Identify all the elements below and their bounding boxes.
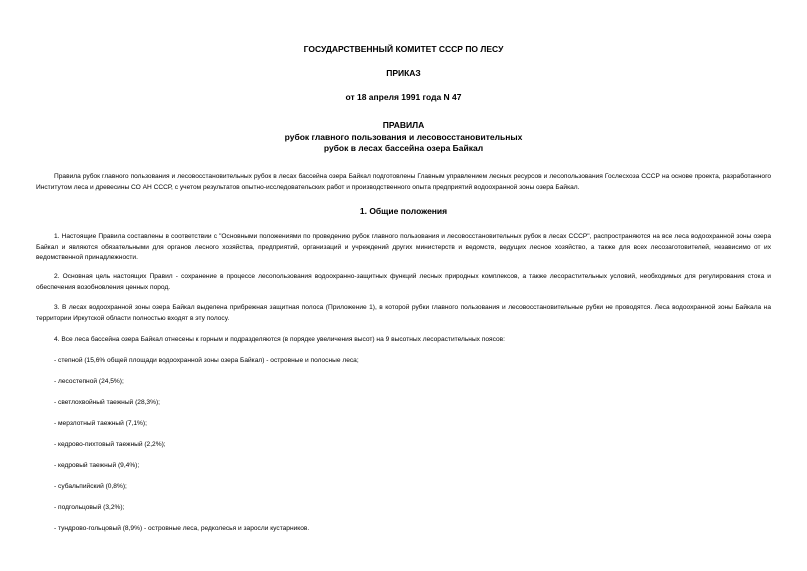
rules-subtitle-line-1: рубок главного пользования и лесовосстановительных (284, 132, 523, 142)
belt-item: - субальпийский (0,8%); (54, 483, 127, 490)
paragraph-4: 4. Все леса бассейна озера Байкал отнесены к горным и подразделяются (в порядке увеличения высот) на 9 высотных лесорастительных поясов: (54, 336, 505, 343)
rules-subtitle-line-2: рубок в лесах бассейна озера Байкал (323, 143, 484, 153)
belt-item: - подгольцовый (3,2%); (54, 504, 125, 511)
belt-item: - светлохвойный таежный (28,3%); (54, 399, 160, 406)
paragraph-2: 2. Основная цель настоящих Правил - сохранение в процессе лесопользования водоохранно-защитных функций лесных природных комплексов, а также лесорастительных условий, необходимых для регулирования стока и обеспечения возобновления ценных пород. (36, 273, 771, 291)
committee-heading: ГОСУДАРСТВЕННЫЙ КОМИТЕТ СССР ПО ЛЕСУ (303, 44, 504, 54)
paragraph-3: 3. В лесах водоохранной зоны озера Байкал выделена прибрежная защитная полоса (Приложение 1), в которой рубки главного пользования и лесовосстановительные рубки не проводятся. Леса водоохранной зоны Байкала на территории Иркутской области полностью входят в эту полосу. (36, 304, 771, 322)
rules-title: ПРАВИЛА (382, 120, 425, 130)
belt-item: - кедрово-пихтовый таежный (2,2%); (54, 441, 166, 448)
belt-item: - кедровый таежный (9,4%); (54, 462, 140, 469)
belt-item: - тундрово-гольцовый (8,9%) - островные леса, редколесья и заросли кустарников. (54, 525, 310, 532)
section-heading: 1. Общие положения (359, 206, 448, 216)
order-heading: ПРИКАЗ (386, 68, 421, 78)
belt-item: - лесостепной (24,5%); (54, 378, 124, 385)
order-date: от 18 апреля 1991 года N 47 (345, 92, 462, 102)
belt-item: - степной (15,6% общей площади водоохранной зоны озера Байкал) - островные и полосные леса; (54, 357, 359, 364)
intro-paragraph: Правила рубок главного пользования и лесовосстановительных рубок в лесах бассейна озера Байкал подготовлены Главным управлением лесных ресурсов и лесопользования Гослесхоза СССР на основе проекта, разработанного Институтом леса и древесины СО АН СССР, с учетом результатов опытно-исследовательских работ и производственного опыта предприятий водоохранной зоны озера Байкал. (36, 173, 771, 191)
belt-item: - мерзлотный таежный (7,1%); (54, 420, 147, 427)
paragraph-1: 1. Настоящие Правила составлены в соответствии с "Основными положениями по проведению рубок главного пользования и лесовосстановительных рубок в лесах СССР", распространяются на все леса водоохранной зоны озера Байкал и являются обязательными для органов лесного хозяйства, предприятий, организаций и учреждений других министерств и ведомств, ведущих лесное хозяйство, а также для всех лесозаготовителей, независимо от их ведомственной принадлежности. (36, 233, 771, 262)
